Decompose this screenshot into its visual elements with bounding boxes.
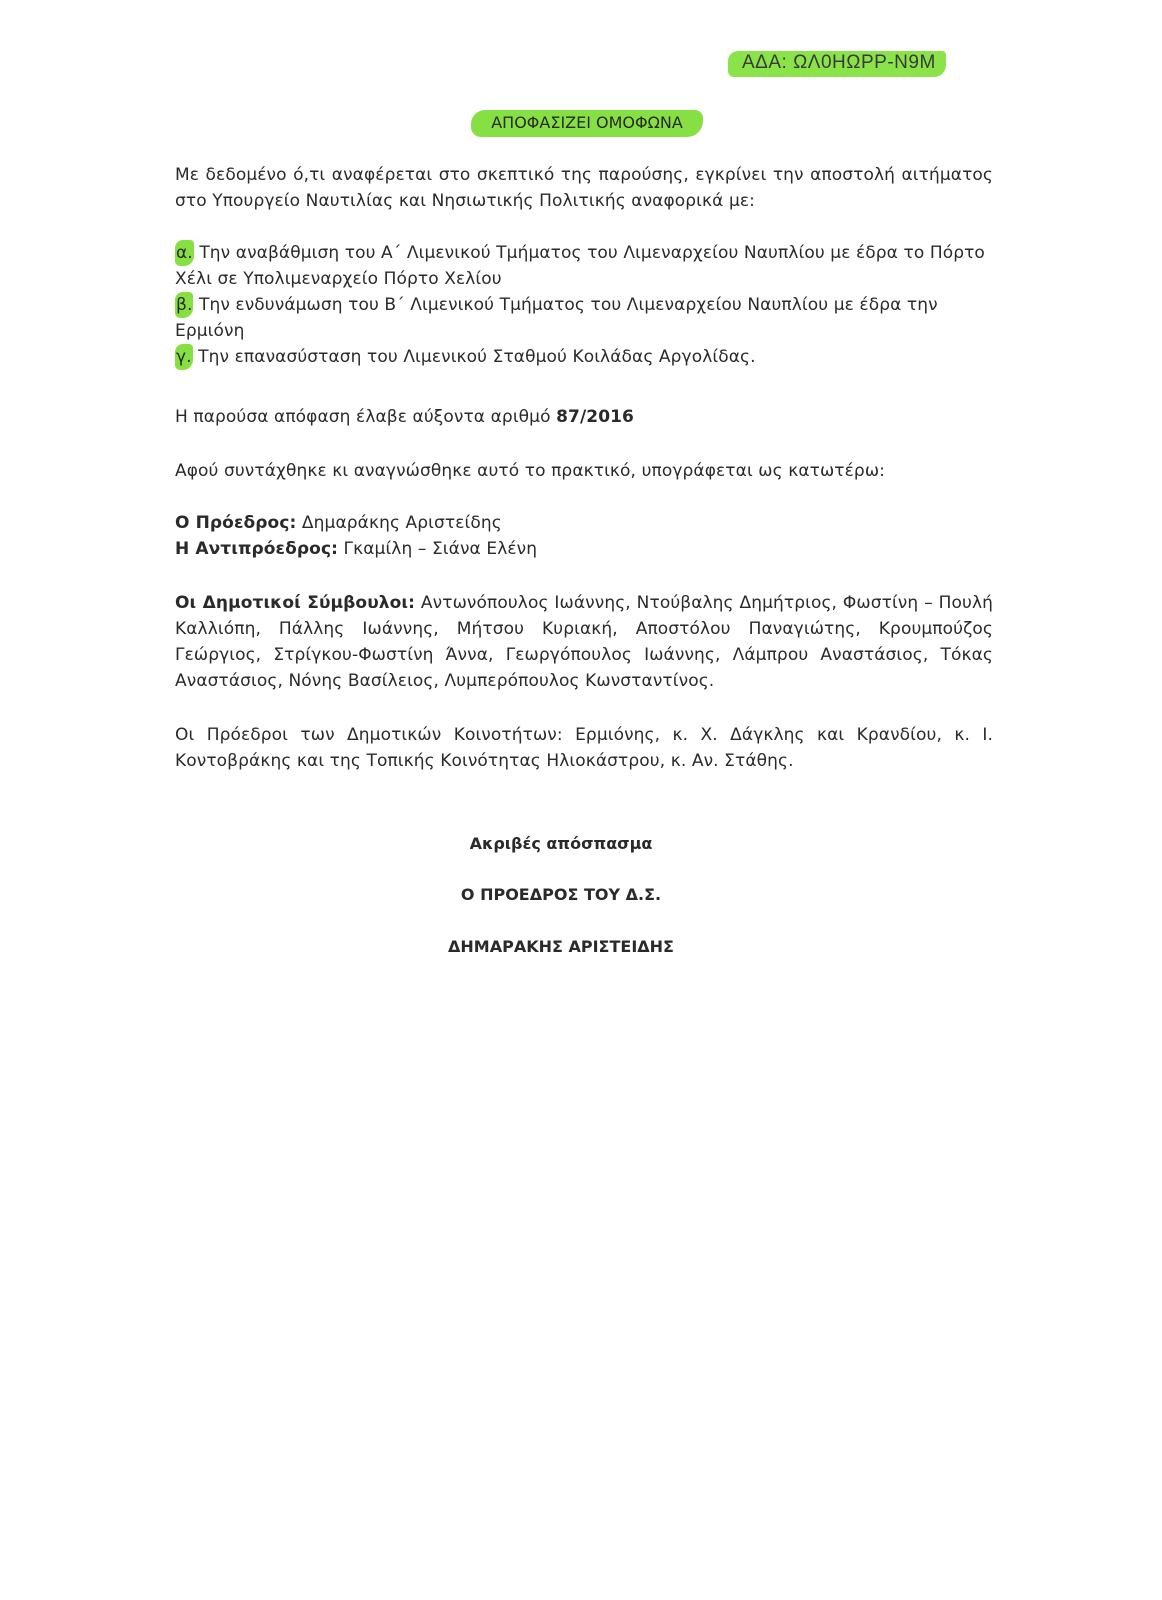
item-marker: γ.: [175, 344, 193, 370]
president-line: [175, 510, 993, 536]
decision-heading: ΑΠΟΦΑΣΙΖΕΙ ΟΜΟΦΩΝΑ: [471, 110, 703, 137]
decision-number: 87/2016: [556, 407, 634, 427]
community-presidents-paragraph: Οι Πρόεδροι των Δημοτικών Κοινοτήτων: Ερμιόνης, κ. Χ. Δάγκλης και Κρανδίου, κ. Ι. Κοντοβράκης και της Τοπικής Κοινότητας Ηλιοκάστρου, κ. Αν. Στάθης.: [175, 725, 993, 771]
vice-president-line: [175, 536, 993, 562]
extract-label: Ακριβές απόσπασμα: [469, 834, 653, 853]
item-text: Την ενδυνάμωση του Β΄ Λιμενικού Τμήματος του Λιμεναρχείου Ναυπλίου με έδρα την Ερμιόνη: [175, 295, 938, 341]
ada-code: ΑΔΑ: ΩΛ0ΗΩΡΡ-Ν9Μ: [728, 51, 946, 77]
members-label: Οι Δημοτικοί Σύμβουλοι:: [175, 593, 416, 613]
president-label: Ο Πρόεδρος:: [175, 513, 297, 533]
list-item: [175, 240, 993, 292]
list-item: [175, 344, 993, 370]
item-text: Την αναβάθμιση του Α΄ Λιμενικού Τμήματος του Λιμεναρχείου Ναυπλίου με έδρα το Πόρτο Χέλι σε Υπολιμεναρχείο Πόρτο Χελίου: [175, 243, 985, 289]
vice-president-name: Γκαμίλη – Σιάνα Ελένη: [338, 539, 538, 559]
members-names: Αντωνόπουλος Ιωάννης, Ντούβαλης Δημήτριος, Φωστίνη – Πουλή Καλλιόπη, Πάλλης Ιωάννης, Μήτσου Κυριακή, Αποστόλου Παναγιώτης, Κρουμπούζος Γεώργιος, Στρίγκου-Φωστίνη Άννα, Γεωργόπουλος Ιωάννης, Λάμπρου Αναστάσιος, Τόκας Αναστάσιος, Νόνης Βασίλειος, Λυμπερόπουλος Κωνσταντίνος.: [175, 593, 993, 691]
council-members-paragraph: [175, 590, 993, 694]
officers-block: [175, 510, 993, 562]
heading-container: [0, 110, 1162, 137]
vice-president-label: Η Αντιπρόεδρος:: [175, 539, 339, 559]
signatory-name: ΔΗΜΑΡΑΚΗΣ ΑΡΙΣΤΕΙΔΗΣ: [448, 937, 674, 956]
item-marker: α.: [175, 240, 194, 266]
item-marker: β.: [175, 292, 193, 318]
signatory-title: Ο ΠΡΟΕΔΡΟΣ ΤΟΥ Δ.Σ.: [460, 885, 662, 904]
item-text: Την επανασύσταση του Λιμενικού Σταθμού Κοιλάδας Αργολίδας.: [192, 347, 756, 367]
decision-prefix: Η παρούσα απόφαση έλαβε αύξοντα αριθμό: [175, 407, 557, 427]
intro-paragraph: Με δεδομένο ό,τι αναφέρεται στο σκεπτικό της παρούσης, εγκρίνει την αποστολή αιτήματος στο Υπουργείο Ναυτιλίας και Νησιωτικής Πολιτικής αναφορικά με:: [175, 165, 993, 211]
signed-paragraph: Αφού συντάχθηκε κι αναγνώσθηκε αυτό το πρακτικό, υπογράφεται ως κατωτέρω:: [175, 461, 885, 481]
president-name: Δημαράκης Αριστείδης: [296, 513, 502, 533]
list-item: [175, 292, 993, 344]
request-items-list: [175, 240, 993, 370]
decision-number-paragraph: [175, 404, 993, 430]
